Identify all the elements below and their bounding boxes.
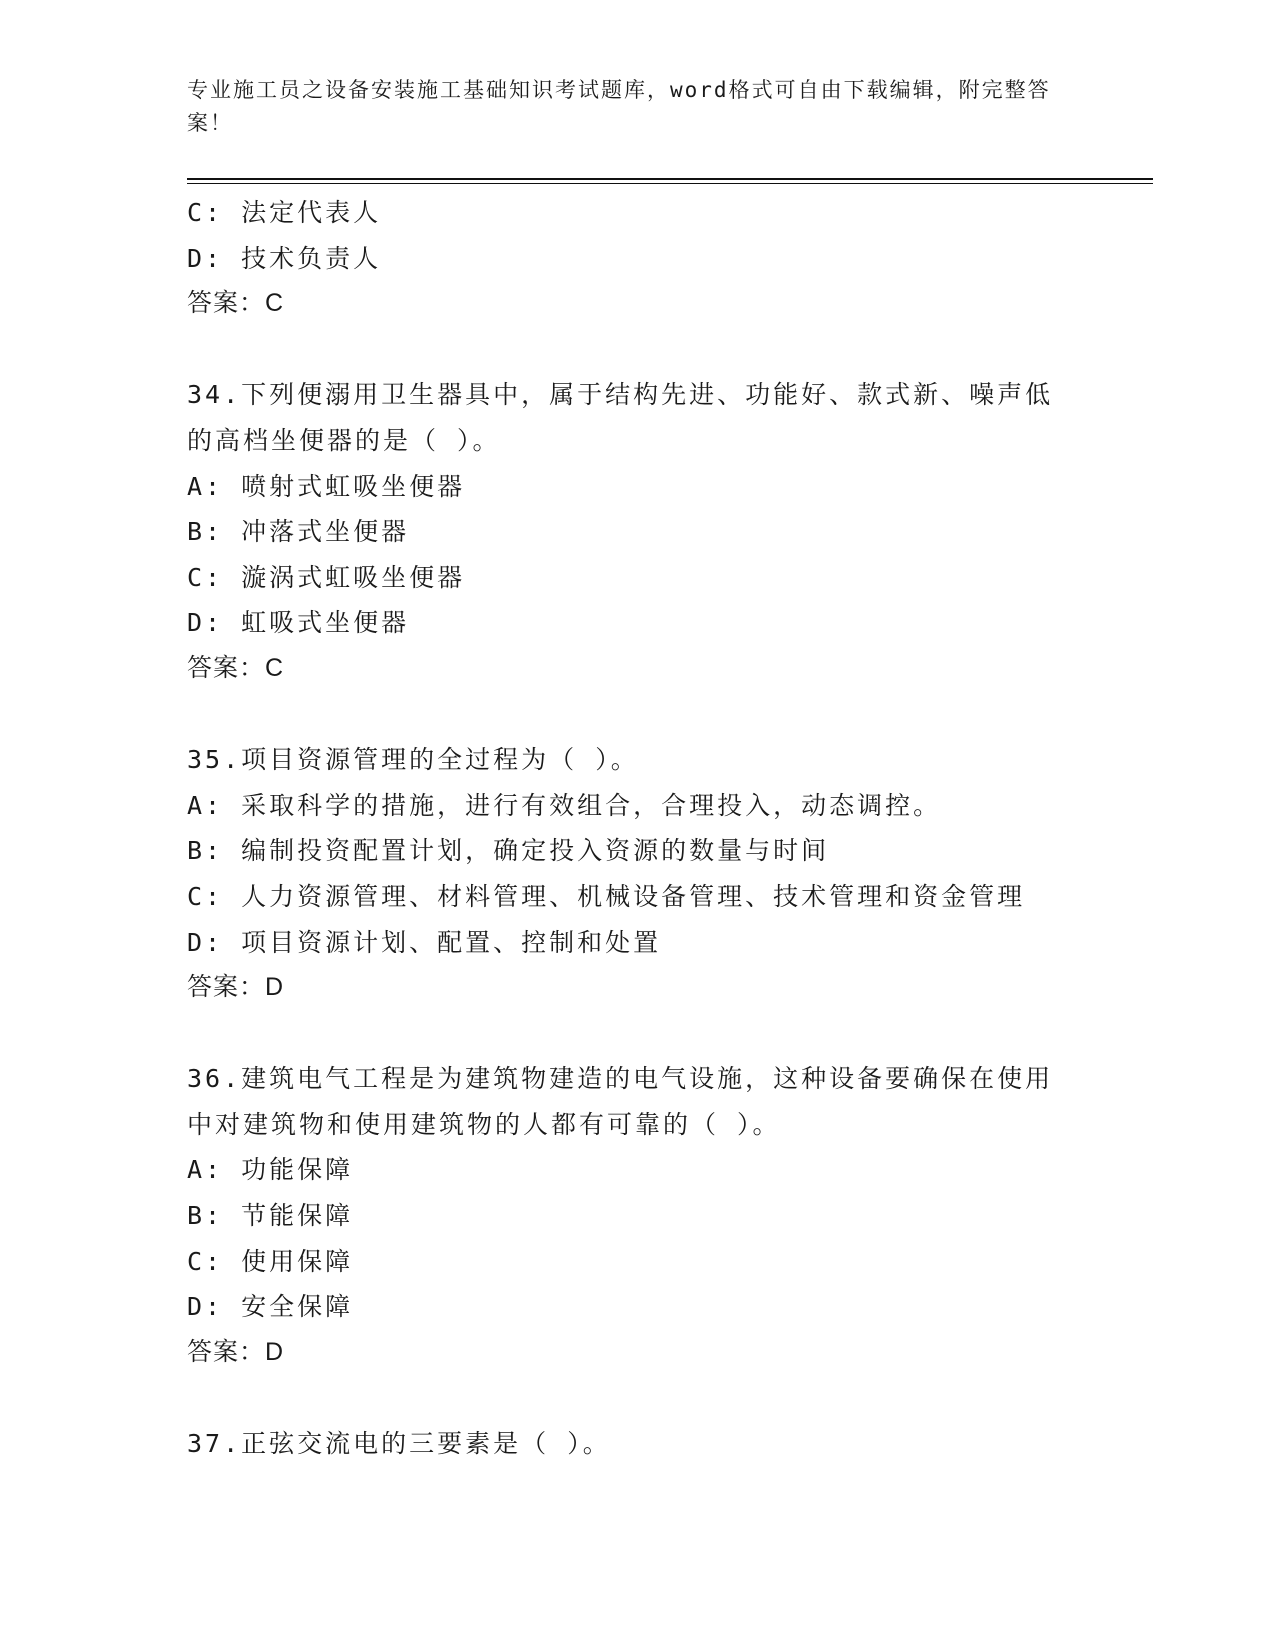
header-title: 专业施工员之设备安装施工基础知识考试题库，word格式可自由下载编辑，附完整答案！ [187, 78, 1051, 135]
option-d: D: 安全保障 [187, 1292, 354, 1322]
question-stem-line: 36.建筑电气工程是为建筑物建造的电气设施，这种设备要确保在使用 [187, 1064, 1054, 1094]
answer-line: 答案：C [187, 289, 285, 318]
question-stem-line: 的高档坐便器的是（ ）。 [187, 425, 501, 455]
option-a: A: 采取科学的措施，进行有效组合，合理投入，动态调控。 [187, 790, 942, 820]
answer-line: 答案：C [187, 653, 285, 682]
option-a: A: 喷射式虹吸坐便器 [187, 471, 466, 501]
option-d: D: 虹吸式坐便器 [187, 608, 410, 638]
option-b: B: 编制投资配置计划，确定投入资源的数量与时间 [187, 836, 830, 866]
option-c: C: 法定代表人 [187, 198, 382, 227]
spacer [187, 1011, 1137, 1057]
option-c: C: 人力资源管理、材料管理、机械设备管理、技术管理和资金管理 [187, 881, 1026, 911]
option-a: A: 功能保障 [187, 1155, 354, 1185]
spacer [187, 1375, 1137, 1421]
option-d: D: 技术负责人 [187, 243, 382, 273]
option-c: C: 漩涡式虹吸坐便器 [187, 562, 466, 592]
header-divider-thick [187, 178, 1153, 180]
option-b: B: 节能保障 [187, 1201, 354, 1231]
spacer [187, 692, 1137, 738]
question-stem-line: 中对建筑物和使用建筑物的人都有可靠的（ ）。 [187, 1109, 781, 1139]
question-36 [187, 1056, 1137, 1375]
option-d: D: 项目资源计划、配置、控制和处置 [187, 927, 662, 957]
question-35 [187, 737, 1137, 1011]
answer-line: 答案：D [187, 973, 285, 1002]
question-37 [187, 1421, 1137, 1467]
question-stem-line: 35.项目资源管理的全过程为（ ）。 [187, 745, 639, 775]
document-header [187, 74, 1067, 140]
header-divider-thin [187, 183, 1153, 184]
answer-line: 答案：D [187, 1337, 285, 1366]
question-list [187, 190, 1137, 1467]
option-c: C: 使用保障 [187, 1246, 354, 1276]
spacer [187, 327, 1137, 373]
question-stem-line: 34.下列便溺用卫生器具中，属于结构先进、功能好、款式新、噪声低 [187, 380, 1054, 410]
question-34 [187, 372, 1137, 691]
question-stem-line: 37.正弦交流电的三要素是（ ）。 [187, 1429, 611, 1459]
option-b: B: 冲落式坐便器 [187, 517, 410, 547]
question-33-tail [187, 190, 1137, 327]
